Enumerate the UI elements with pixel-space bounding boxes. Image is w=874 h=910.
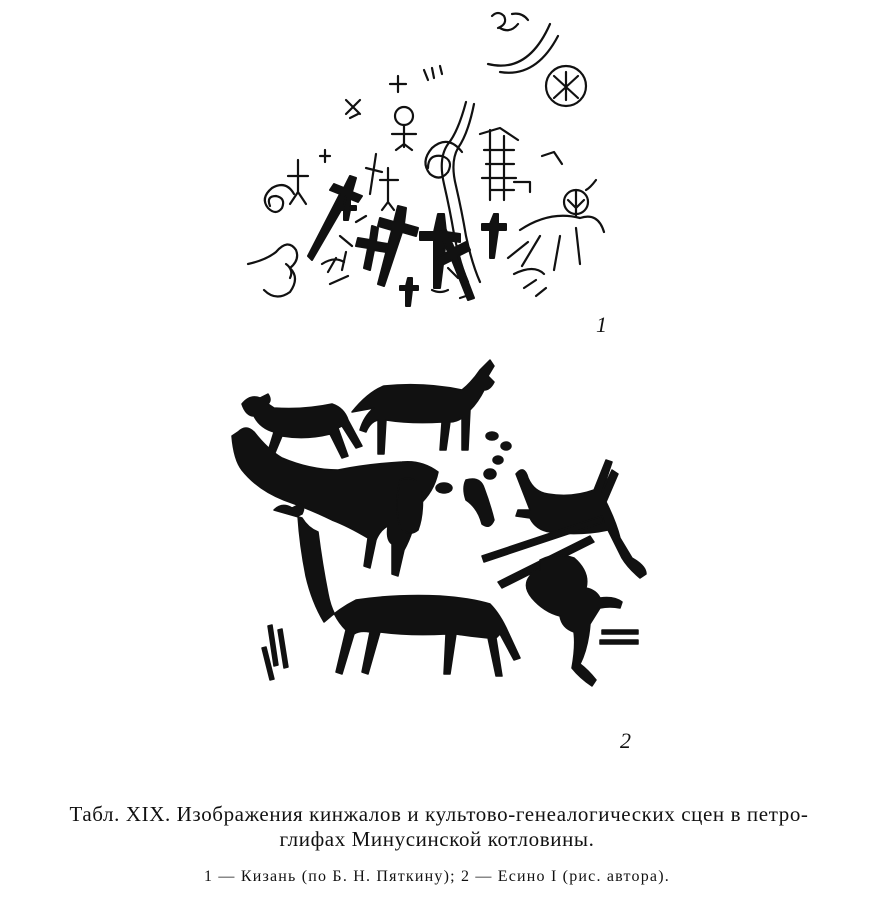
figure-label-1: 1: [596, 312, 607, 337]
panel-1-daggers: [308, 176, 506, 306]
panel-1-kizan-petroglyphs: [248, 13, 604, 298]
table-caption: [0, 802, 874, 852]
panel-2-esino-petroglyphs: [232, 360, 646, 686]
caption-line-2: глифах Минусинской котловины.: [279, 827, 595, 851]
caption-line-1: Табл. XIX. Изображения кинжалов и культово-генеалогических сцен в петро-: [69, 802, 809, 826]
caption-sources: 1 — Кизань (по Б. Н. Пяткину); 2 — Есино I (рис. автора).: [204, 868, 670, 885]
figure-label-2: 2: [620, 728, 631, 753]
